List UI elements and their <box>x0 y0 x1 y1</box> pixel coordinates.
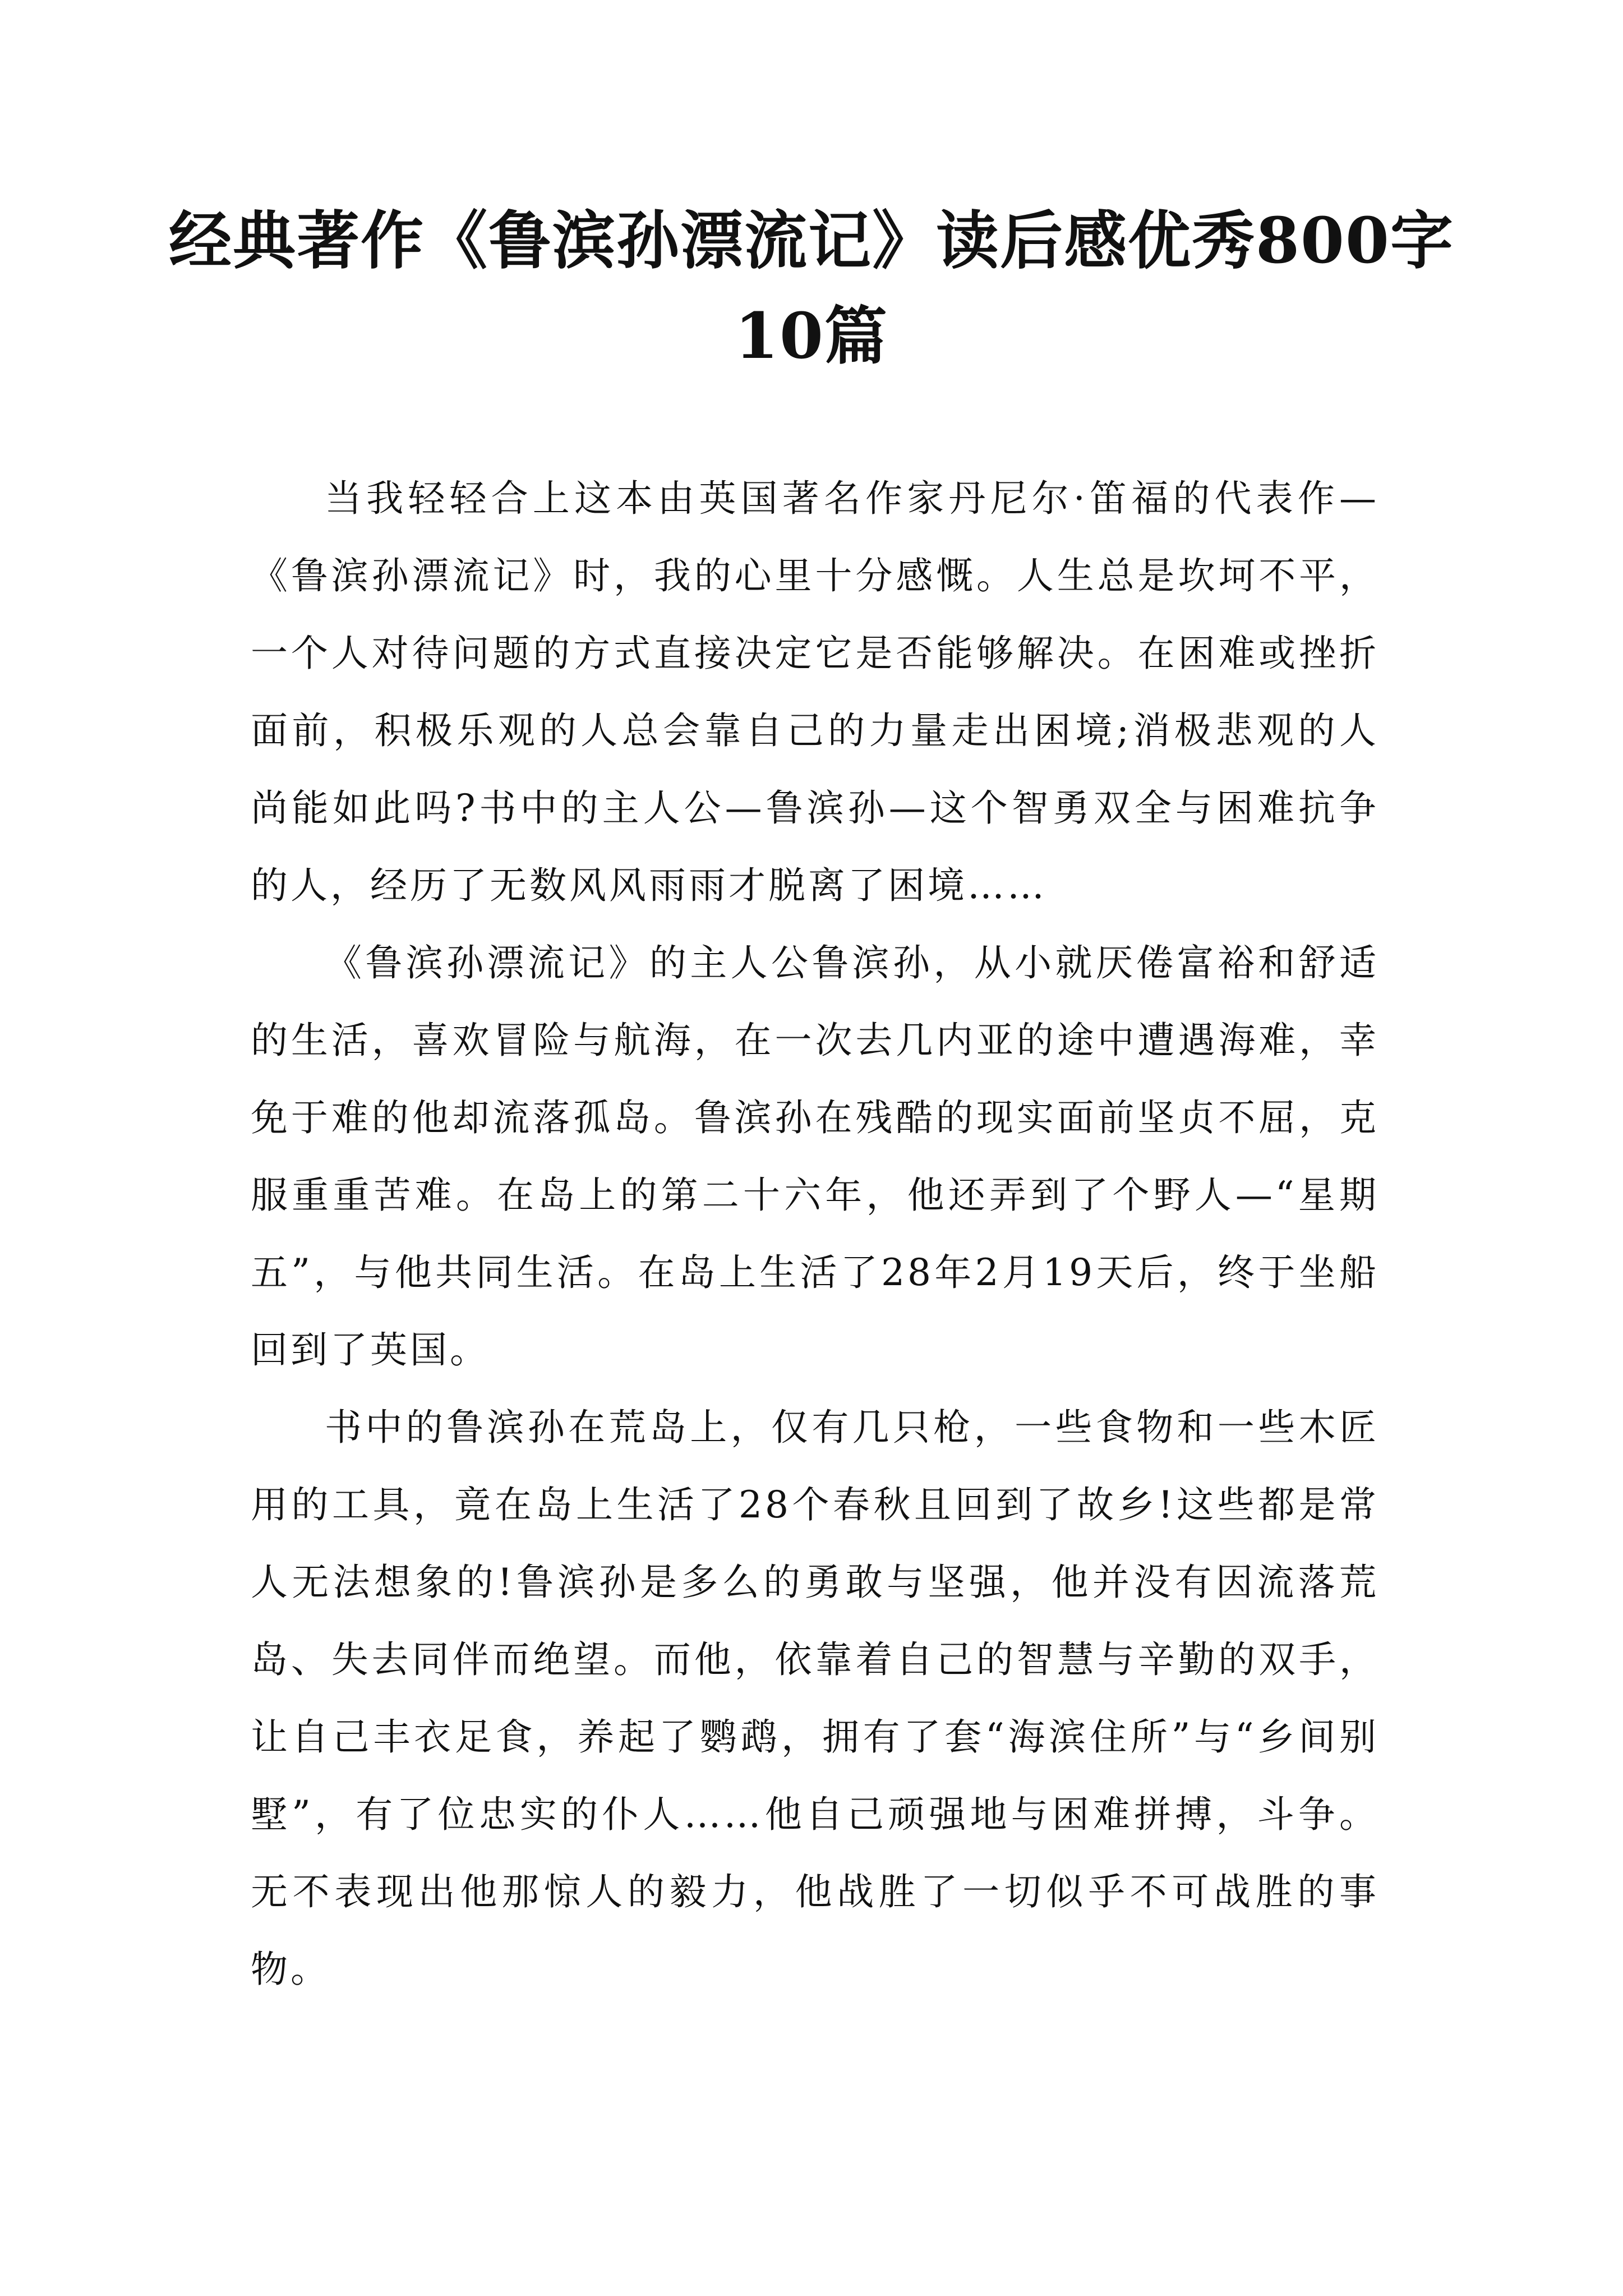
paragraph-1: 当我轻轻合上这本由英国著名作家丹尼尔·笛福的代表作—《鲁滨孙漂流记》时，我的心里十分感慨。人生总是坎坷不平，一个人对待问题的方式直接决定它是否能够解决。在困难或挫折面前，积极乐观的人总会靠自己的力量走出困境;消极悲观的人尚能如此吗?书中的主人公—鲁滨孙—这个智勇双全与困难抗争的人，经历了无数风风雨雨才脱离了困境…… <box>251 477 1379 907</box>
document-body <box>251 460 1379 2008</box>
document-title: 经典著作《鲁滨孙漂流记》读后感优秀800字10篇 <box>169 204 1454 373</box>
paragraph-2: 《鲁滨孙漂流记》的主人公鲁滨孙，从小就厌倦富裕和舒适的生活，喜欢冒险与航海，在一次去几内亚的途中遭遇海难，幸免于难的他却流落孤岛。鲁滨孙在残酷的现实面前坚贞不屈，克服重重苦难。在岛上的第二十六年，他还弄到了个野人—“星期五”，与他共同生活。在岛上生活了28年2月19天后，终于坐船回到了英国。 <box>251 941 1379 1372</box>
paragraph-3: 书中的鲁滨孙在荒岛上，仅有几只枪，一些食物和一些木匠用的工具，竟在岛上生活了28个春秋且回到了故乡!这些都是常人无法想象的!鲁滨孙是多么的勇敢与坚强，他并没有因流落荒岛、失去同伴而绝望。而他，依靠着自己的智慧与辛勤的双手，让自己丰衣足食，养起了鹦鹉，拥有了套“海滨住所”与“乡间别墅”，有了位忠实的仆人……他自己顽强地与困难拼搏，斗争。无不表现出他那惊人的毅力，他战胜了一切似乎不可战胜的事物。 <box>251 1406 1379 1991</box>
